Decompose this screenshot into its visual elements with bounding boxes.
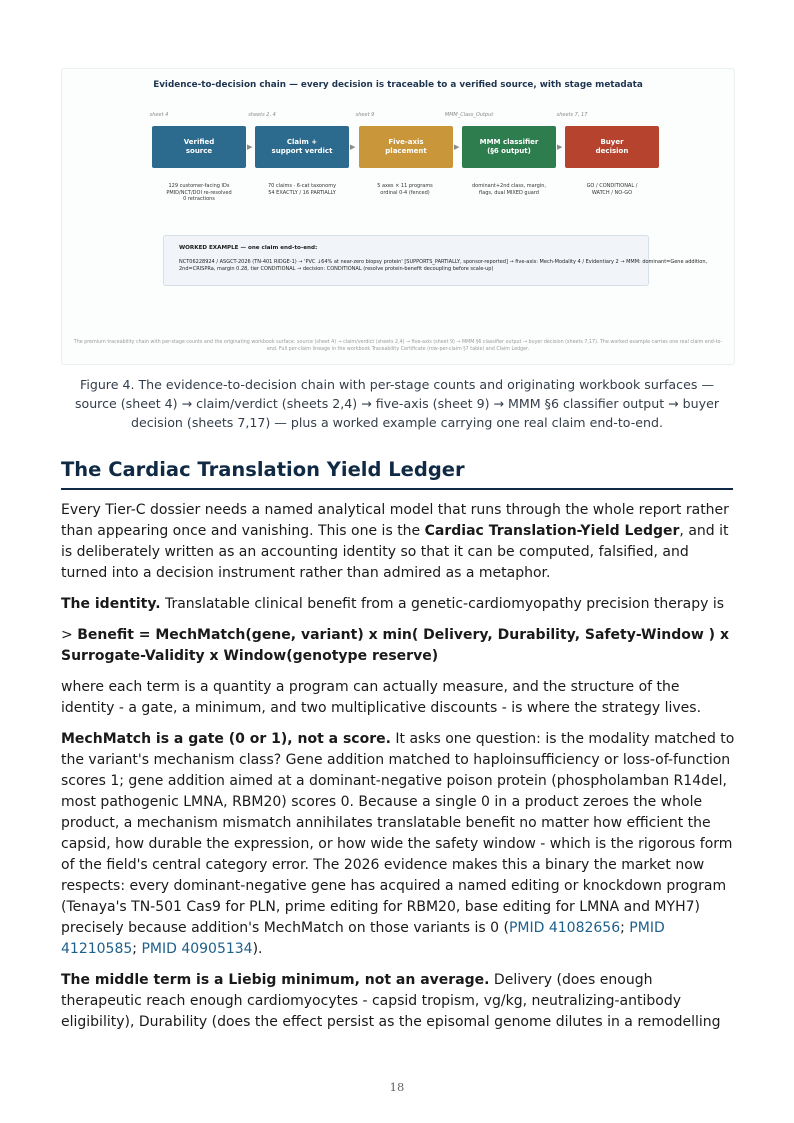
worked-example-title: WORKED EXAMPLE — one claim end-to-end:	[179, 245, 318, 251]
worked-example-box	[163, 235, 708, 286]
figure-caption: Figure 4. The evidence-to-decision chain with per-stage counts and originating workbook surfaces — source (sheet 4) → claim/verdict (sheets 2,4) → five-axis (sheet 9) → MMM §6 classifier output → buyer decision (sheets 7,17) — plus a worked example carrying one real claim end-to-end.	[74, 377, 720, 430]
figure-title: Evidence-to-decision chain — every decision is traceable to a verified source, with stage metadata	[153, 80, 643, 90]
body-text	[61, 500, 735, 1043]
quote-marker: >	[61, 627, 78, 643]
arrow-right-icon: ▶	[350, 143, 356, 151]
arrow-right-icon: ▶	[454, 143, 460, 151]
stage-2-count: 70 claims · 6-cat taxonomy 54 EXACTLY / 16 PARTIALLY	[267, 183, 337, 196]
text-run: Delivery (does enough therapeutic reach enough cardiomyocytes - capsid tropism, vg/kg, neutralizing-antibody eligibility), Durability (does the effect persist as the episomal genome dilutes in a remodelling	[61, 972, 721, 1030]
stage-3-meta: sheet 9	[355, 112, 375, 118]
stage-3-box: Five-axis placement	[359, 126, 453, 168]
pmid-link[interactable]: PMID 41210585	[61, 920, 665, 957]
stage-5-meta: sheets 7, 17	[556, 112, 588, 118]
arrow-right-icon: ▶	[557, 143, 563, 151]
lead-in: The middle term is a Liebig minimum, not an average.	[61, 972, 490, 988]
text-run: ).	[252, 941, 263, 957]
paragraph-mechmatch	[61, 729, 735, 960]
stage-2-box: Claim + support verdict	[255, 126, 349, 168]
arrow-right-icon: ▶	[247, 143, 253, 151]
section-heading: The Cardiac Translation Yield Ledger	[61, 458, 465, 481]
lead-in: MechMatch is a gate (0 or 1), not a score.	[61, 731, 391, 747]
formula: Benefit = MechMatch(gene, variant) x min( Delivery, Durability, Safety-Window ) x Surrogate-Validity x Window(genotype reserve)	[61, 627, 729, 664]
text-run: It asks one question: is the modality matched to the variant's mechanism class? Gene addition matched to haploinsufficiency or loss-of-function scores 1; gene addition aimed at a dominant-negative poison protein (phospholamban R14del, most pathogenic LMNA, RBM20) scores 0. Because a single 0 in a product zeroes the whole product, a mechanism mismatch annihilates translatable benefit no matter how efficient the capsid, how durable the expression, or how wide the safety window - which is the rigorous form of the field's central category error. The 2026 evidence makes this a binary the market now respects: every dominant-negative gene has acquired a named editing or knockdown program (Tenaya's TN-501 Cas9 for PLN, prime editing for RBM20, base editing for LMNA and MYH7) precisely because addition's MechMatch on those variants is 0 (	[61, 731, 735, 936]
stage-4-box: MMM classifier (§6 output)	[462, 126, 556, 168]
pmid-link[interactable]: PMID 41082656	[508, 920, 621, 936]
lead-in: The identity.	[61, 596, 161, 612]
stage-4-count: dominant+2nd class, margin, flags, dual MIXED guard	[472, 183, 546, 196]
paragraph-identity	[61, 594, 735, 615]
figure-panel	[61, 68, 735, 365]
stage-1-box: Verified source	[152, 126, 246, 168]
stage-2-meta: sheets 2, 4	[248, 112, 276, 118]
text-run: Every Tier-C dossier needs a named analytical model that runs through the whole report rather than appearing once and vanishing. This one is the	[61, 502, 729, 539]
page-number: 18	[389, 1080, 405, 1094]
worked-example-text: NCT06228924 / ASGCT-2026 (TN-401 RIDGE-1) → 'PVC ↓64% at near-zero biopsy protein' [SUPPORTS_PARTIALLY, sponsor-reported] → five-axis: Mech-Modality 4 / Evidentiary 2 → MMM: dominant=Gene addition, 2nd=CRISPRa, margin 0.28, tier CONDITIONAL → decision: CONDITIONAL (resolve protein-benefit decoupling before scale-up)	[179, 259, 708, 272]
paragraph-liebig	[61, 970, 735, 1033]
stage-1-count: 129 customer-facing IDs PMID/NCT/DOI re-resolved 0 retractions	[166, 183, 232, 202]
heading-rule	[61, 488, 733, 490]
model-name: Cardiac Translation-Yield Ledger	[424, 523, 680, 539]
text-run: , and it is deliberately written as an accounting identity so that it can be computed, falsified, and turned into a decision instrument rather than admired as a metaphor.	[61, 523, 729, 581]
pmid-link[interactable]: PMID 40905134	[141, 941, 253, 957]
paragraph-structure: where each term is a quantity a program can actually measure, and the structure of the identity - a gate, a minimum, and two multiplicative discounts - is where the strategy lives.	[61, 679, 702, 716]
separator: ;	[620, 920, 630, 936]
stage-3-count: 5 axes × 11 programs ordinal 0-4 (fenced)	[377, 183, 433, 196]
stage-5-box: Buyer decision	[565, 126, 659, 168]
text-run: Translatable clinical benefit from a genetic-cardiomyopathy precision therapy is	[160, 596, 725, 612]
paragraph-formula	[61, 625, 735, 667]
stage-1-meta: sheet 4	[149, 112, 169, 118]
stage-4-meta: MMM_Class_Output	[444, 112, 494, 118]
separator: ;	[132, 941, 142, 957]
figure-footnote: The premium traceability chain with per-stage counts and the originating workbook surface: source (sheet 4) → claim/verdict (sheets 2,4) → five-axis (sheet 9) → MMM §6 classifier output → buyer decision (sheets 7,17). The worked example carries one real claim end-to-end. Full per-claim lineage in the workbook Traceability Certificate (row-per-claim §7 table) and Claim Ledger.	[73, 340, 723, 352]
paragraph-intro	[61, 500, 735, 584]
stage-5-count: GO / CONDITIONAL / WATCH / NO-GO	[586, 183, 638, 196]
